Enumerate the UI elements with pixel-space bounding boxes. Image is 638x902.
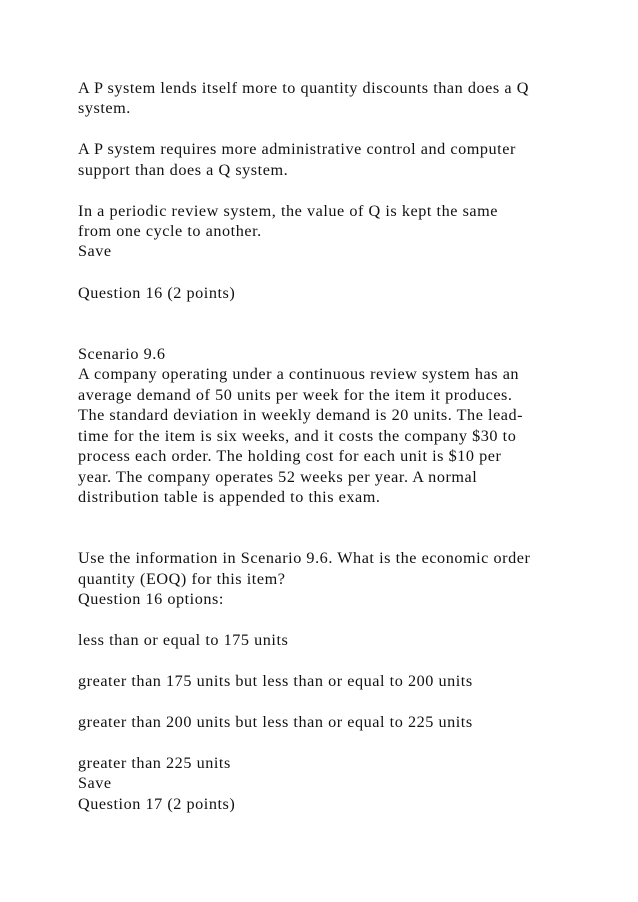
q15-option-text: from one cycle to another. <box>78 222 262 240</box>
save-label: Save <box>78 242 112 260</box>
q15-option-text: A P system lends itself more to quantity discounts than does a Q <box>78 79 529 97</box>
scenario-text: distribution table is appended to this exam. <box>78 488 381 506</box>
scenario-text: The standard deviation in weekly demand is 20 units. The lead- <box>78 406 524 424</box>
option-text: greater than 225 units <box>78 754 231 772</box>
question-heading: Question 16 (2 points) <box>78 284 236 302</box>
question-prompt: quantity (EOQ) for this item? <box>78 570 286 588</box>
q15-option-text: In a periodic review system, the value of Q is kept the same <box>78 202 499 220</box>
save-label: Save <box>78 774 112 792</box>
question-prompt: Use the information in Scenario 9.6. What is the economic order <box>78 549 531 567</box>
option-text: greater than 200 units but less than or equal to 225 units <box>78 713 473 731</box>
question-heading: Question 17 (2 points) <box>78 795 236 813</box>
scenario-text: time for the item is six weeks, and it costs the company $30 to <box>78 427 517 445</box>
scenario-title: Scenario 9.6 <box>78 345 166 363</box>
scenario-text: average demand of 50 units per week for the item it produces. <box>78 386 513 404</box>
option-text: less than or equal to 175 units <box>78 631 289 649</box>
q15-option-text: A P system requires more administrative control and computer <box>78 140 516 158</box>
scenario-text: process each order. The holding cost for each unit is $10 per <box>78 447 502 465</box>
scenario-text: year. The company operates 52 weeks per year. A normal <box>78 468 478 486</box>
q15-option-text: system. <box>78 99 131 117</box>
options-heading: Question 16 options: <box>78 590 224 608</box>
option-text: greater than 175 units but less than or equal to 200 units <box>78 672 473 690</box>
scenario-text: A company operating under a continuous review system has an <box>78 365 520 383</box>
q15-option-text: support than does a Q system. <box>78 161 289 179</box>
